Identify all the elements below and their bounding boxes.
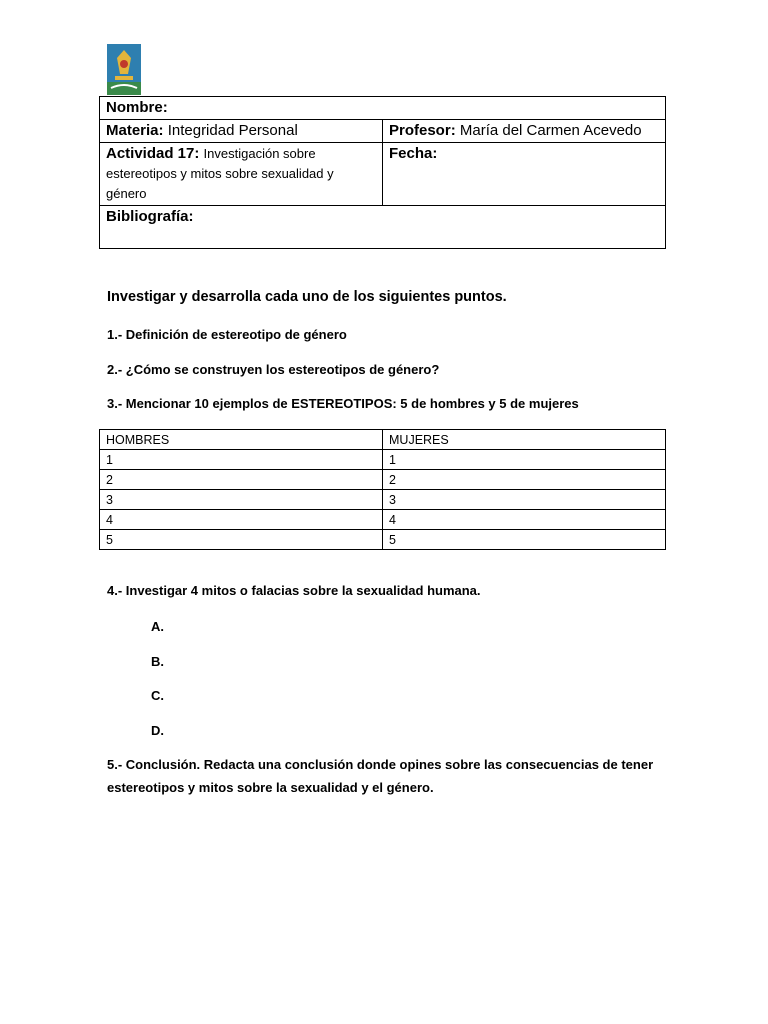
bibliografia-cell <box>100 206 666 249</box>
table-row <box>100 450 666 470</box>
question-5-line-2: estereotipos y mitos sobre la sexualidad y el género. <box>107 780 434 795</box>
materia-label: Materia <box>106 122 159 139</box>
mujeres-cell: 3 <box>383 490 666 510</box>
profesor-cell: Profesor: María del Carmen Acevedo <box>383 120 666 143</box>
fecha-cell: Fecha: <box>383 143 666 206</box>
header-mujeres: MUJERES <box>383 430 666 450</box>
question-1: 1.- Definición de estereotipo de género <box>107 327 347 342</box>
mujeres-cell: 4 <box>383 510 666 530</box>
header-table <box>99 96 666 249</box>
myth-item-a: A. <box>151 619 164 634</box>
profesor-value: María del Carmen Acevedo <box>459 122 642 139</box>
myth-item-b: B. <box>151 654 164 669</box>
nombre-label: Nombre <box>106 99 163 116</box>
hombres-cell: 1 <box>100 450 383 470</box>
materia-value: Integridad Personal <box>167 122 298 139</box>
question-4: 4.- Investigar 4 mitos o falacias sobre la sexualidad humana. <box>107 583 481 598</box>
instructions-title: Investigar y desarrolla cada uno de los siguientes puntos. <box>107 289 507 305</box>
hombres-cell: 5 <box>100 530 383 550</box>
actividad-value: Investigación sobre estereotipos y mitos sobre sexualidad y género <box>106 146 334 201</box>
mujeres-cell: 1 <box>383 450 666 470</box>
profesor-label: Profesor <box>389 122 451 139</box>
question-2: 2.- ¿Cómo se construyen los estereotipos de género? <box>107 362 440 377</box>
hombres-cell: 2 <box>100 470 383 490</box>
mujeres-cell: 2 <box>383 470 666 490</box>
nombre-cell: Nombre: <box>100 97 666 120</box>
materia-cell: Materia: Integridad Personal <box>100 120 383 143</box>
school-crest-icon <box>107 44 141 95</box>
table-row <box>100 490 666 510</box>
table-row <box>100 470 666 490</box>
table-row <box>100 530 666 550</box>
question-3: 3.- Mencionar 10 ejemplos de ESTEREOTIPOS: 5 de hombres y 5 de mujeres <box>107 396 579 411</box>
stereotypes-table <box>99 429 666 550</box>
hombres-cell: 4 <box>100 510 383 530</box>
myth-item-c: C. <box>151 688 164 703</box>
hombres-cell: 3 <box>100 490 383 510</box>
table-row <box>100 510 666 530</box>
question-5-line-1: 5.- Conclusión. Redacta una conclusión donde opines sobre las consecuencias de tener <box>107 757 654 772</box>
fecha-label: Fecha <box>389 145 433 162</box>
mujeres-cell: 5 <box>383 530 666 550</box>
actividad-label: Actividad 17 <box>106 145 195 162</box>
bibliografia-label: Bibliografía: <box>106 208 194 225</box>
actividad-cell: Actividad 17: Investigación sobre estereotipos y mitos sobre sexualidad y género <box>100 143 383 206</box>
header-hombres: HOMBRES <box>100 430 383 450</box>
myth-item-d: D. <box>151 723 164 738</box>
